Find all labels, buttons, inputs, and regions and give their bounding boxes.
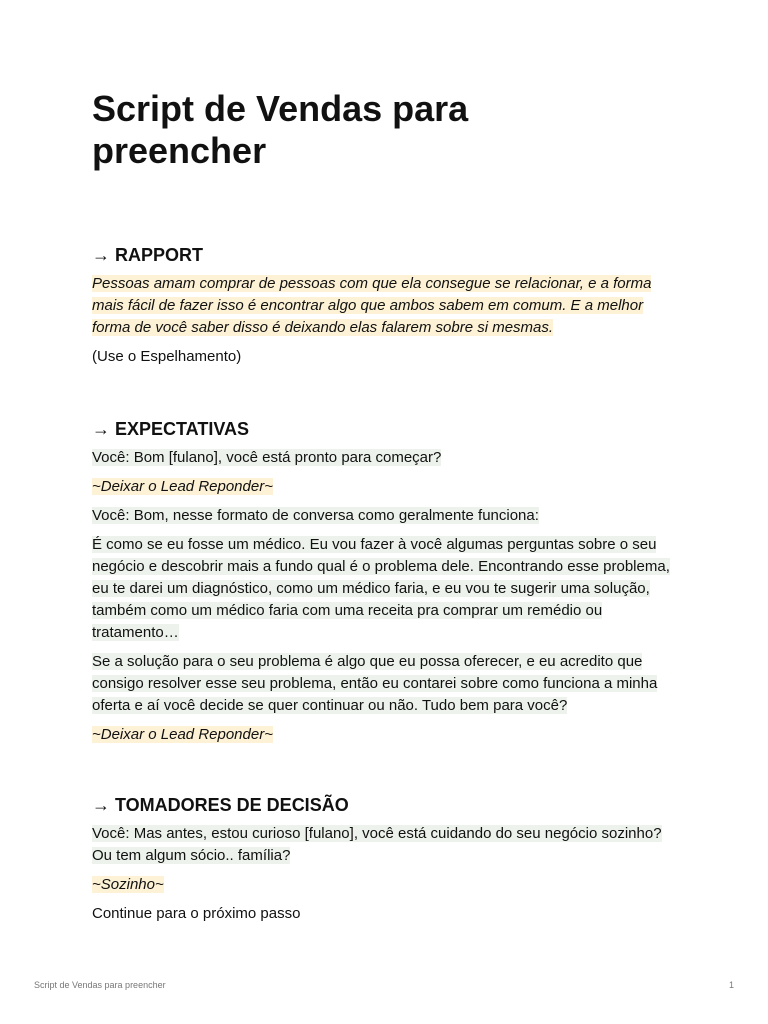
section-decisao [92,794,692,925]
expectativas-para-2-text: Se a solução para o seu problema é algo que eu possa oferecer, e eu acredito que consigo resolver esse seu problema, então eu contarei sobre como funciona a minha oferta e aí você decide se quer continuar ou não. Tudo bem para você? [92,653,658,714]
footer-page-number: 1 [728,980,734,990]
expectativas-cue-1 [92,476,684,498]
expectativas-line-1 [92,447,684,469]
section-title-rapport: → RAPPORT [92,245,204,265]
decisao-cue-1 [92,874,684,896]
decisao-line-1-text: Você: Mas antes, estou curioso [fulano], você está cuidando do seu negócio sozinho? Ou tem algum sócio.. família? [92,825,662,864]
expectativas-para-1 [92,534,684,644]
expectativas-para-1-text: É como se eu fosse um médico. Eu vou fazer à você algumas perguntas sobre o seu negócio e descobrir mais a fundo qual é o problema dele. Encontrando esse problema, eu te darei um diagnóstico, como um médico faria, e eu vou te sugerir uma solução, também como um médico faria com uma receita pra comprar um remédio ou tratamento… [92,536,670,641]
rapport-intro-text: Pessoas amam comprar de pessoas com que ela consegue se relacionar, e a forma mais fácil de fazer isso é encontrar algo que ambos sabem em comum. E a melhor forma de você saber disso é deixando elas falarem sobre si mesmas. [92,275,652,336]
expectativas-cue-2-text: ~Deixar o Lead Reponder~ [92,726,273,743]
expectativas-line-2 [92,505,684,527]
expectativas-cue-2 [92,724,684,746]
document-page [92,88,692,932]
decisao-line-2: Continue para o próximo passo [92,905,301,922]
expectativas-line-2-text: Você: Bom, nesse formato de conversa como geralmente funciona: [92,507,539,524]
section-rapport [92,244,692,368]
expectativas-para-2 [92,651,684,717]
section-title-expectativas: → EXPECTATIVAS [92,419,250,439]
footer-title: Script de Vendas para preencher [34,980,166,990]
rapport-intro [92,273,684,339]
rapport-note: (Use o Espelhamento) [92,348,242,365]
section-expectativas [92,418,692,746]
decisao-line-1 [92,823,684,867]
document-title: Script de Vendas para preencher [92,88,469,171]
expectativas-cue-1-text: ~Deixar o Lead Reponder~ [92,478,273,495]
expectativas-line-1-text: Você: Bom [fulano], você está pronto para começar? [92,449,442,466]
section-title-decisao: → TOMADORES DE DECISÃO [92,795,349,815]
decisao-cue-1-text: ~Sozinho~ [92,876,164,893]
